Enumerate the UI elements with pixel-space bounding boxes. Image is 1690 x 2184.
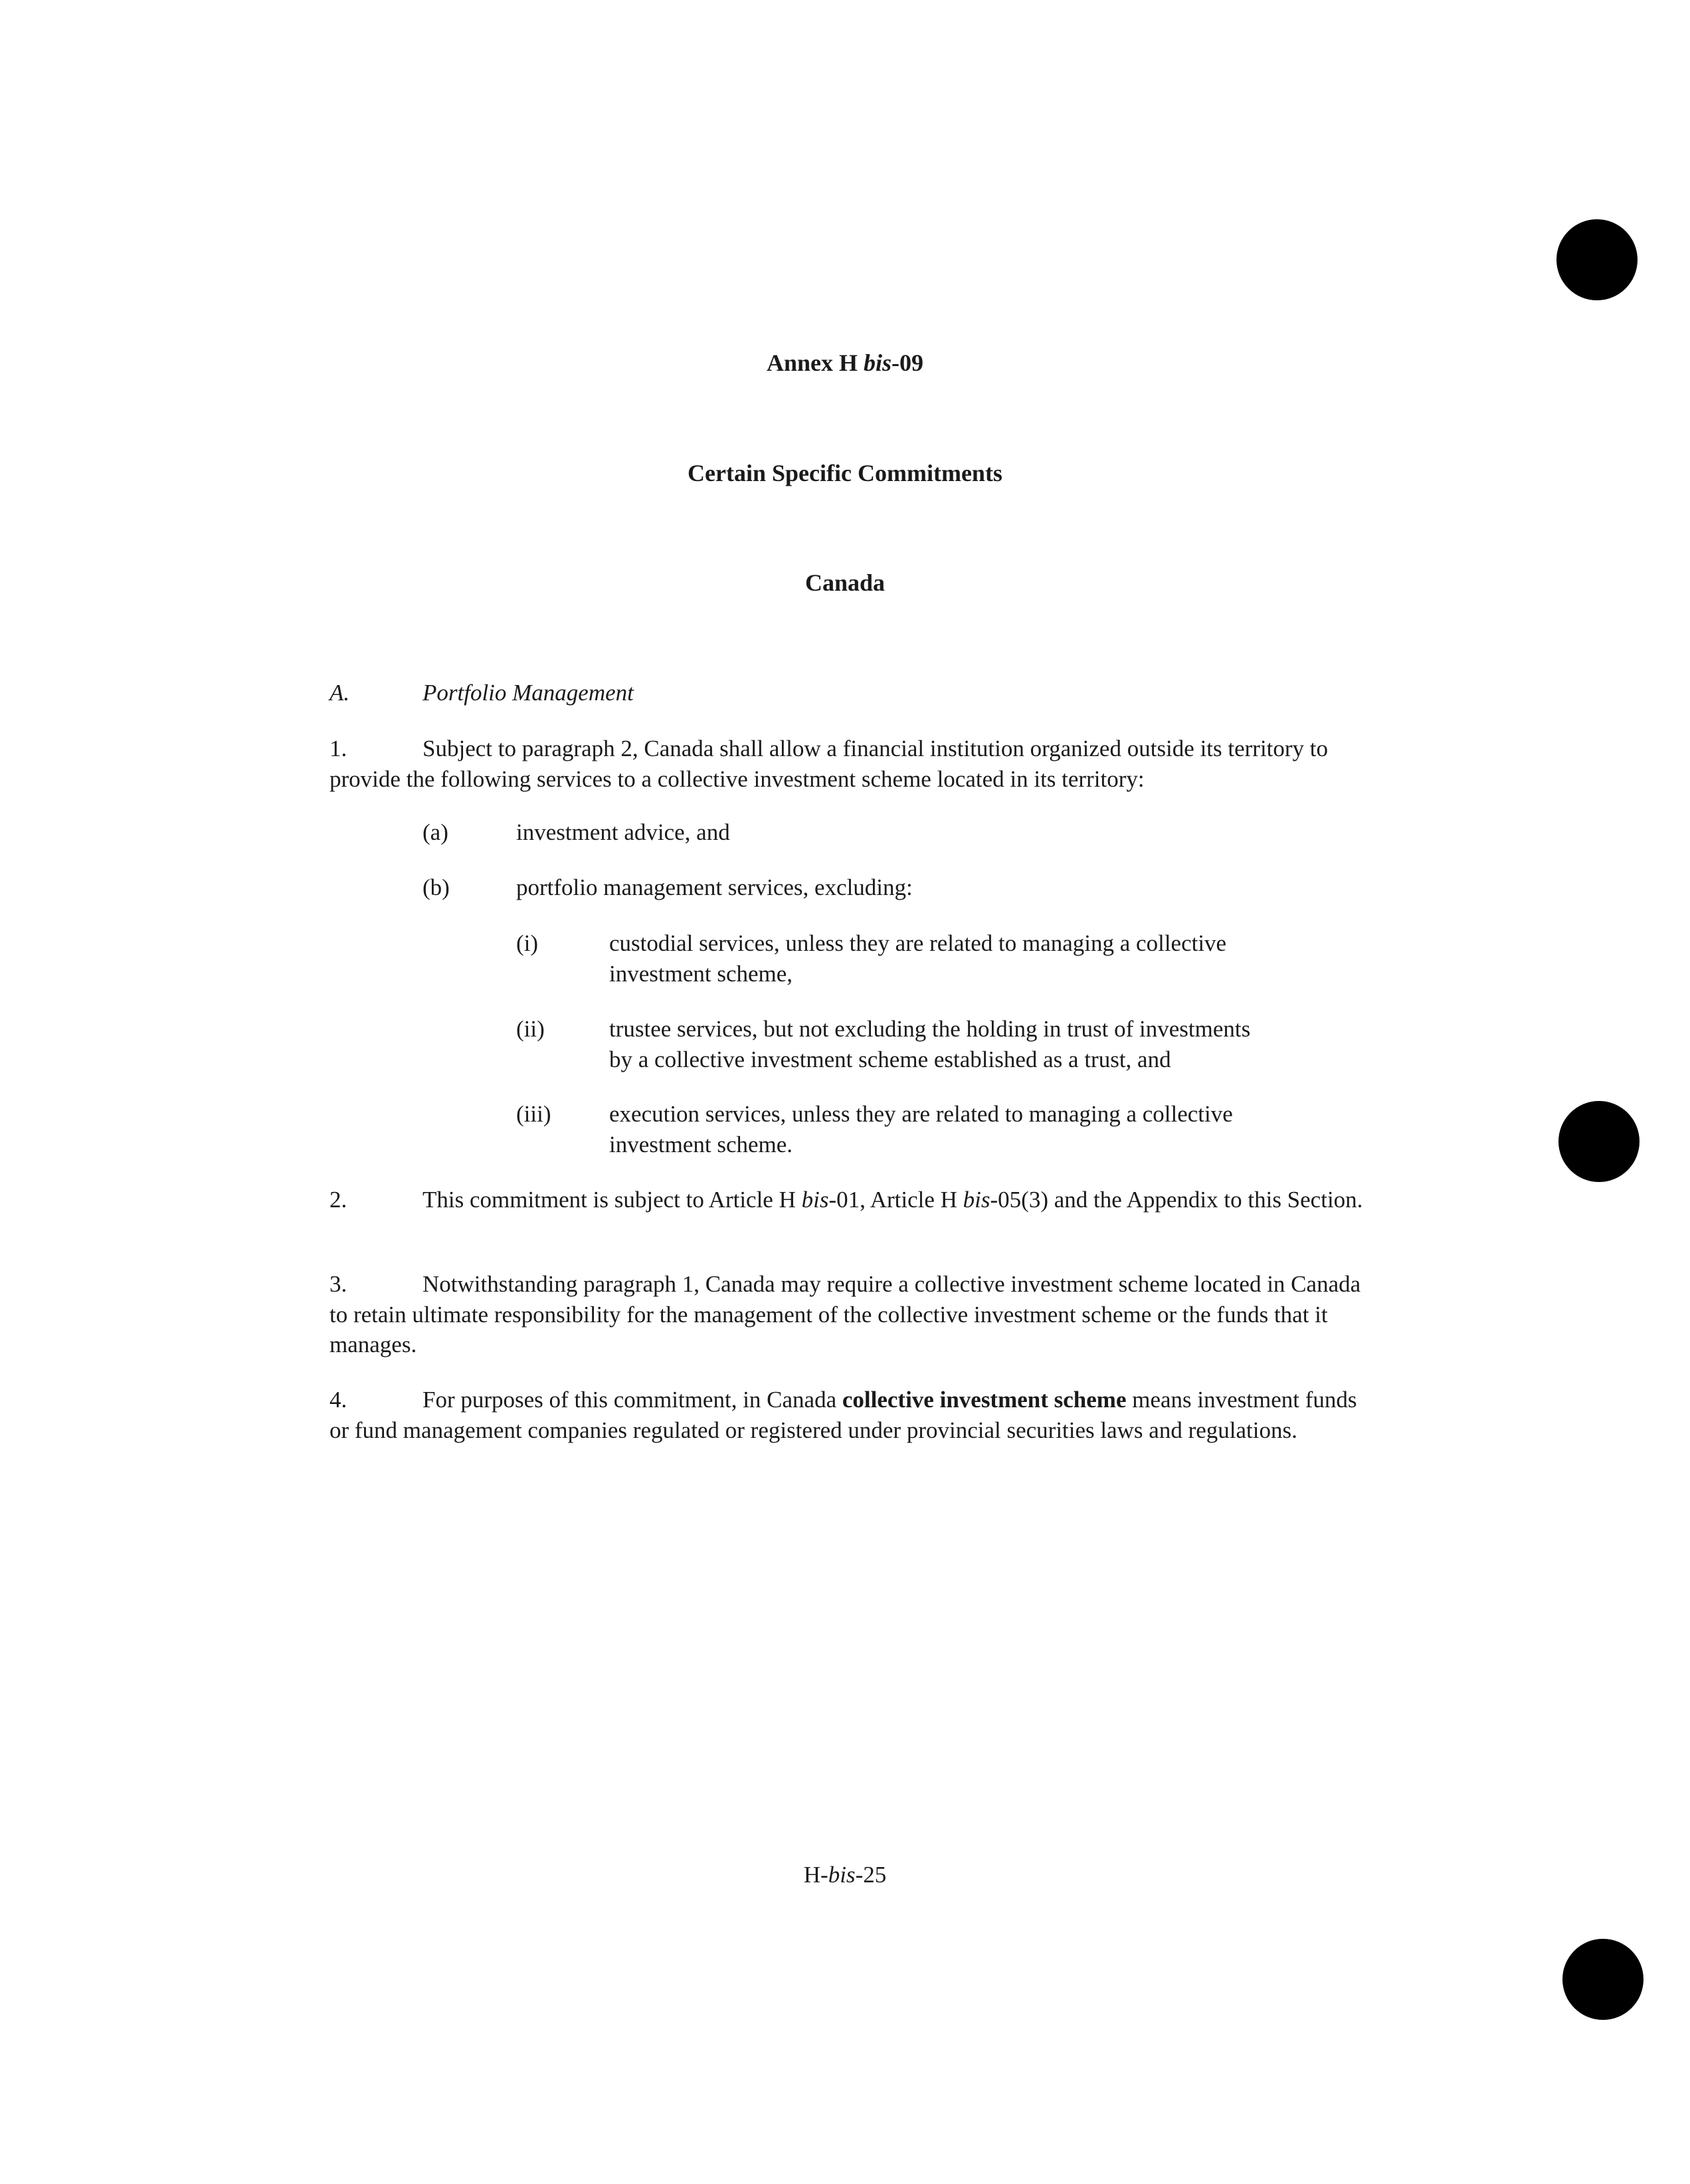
paragraph-3 (329, 1269, 1366, 1360)
country-heading: Canada (804, 569, 886, 596)
paragraph-text-part: -05(3) and the Appendix to this Section. (990, 1187, 1363, 1213)
page-number-suffix: -25 (855, 1862, 887, 1888)
section-title: Portfolio Management (423, 680, 634, 706)
page-number (0, 1860, 1690, 1890)
page-number-prefix: H- (803, 1862, 828, 1888)
paragraph-text-part: means investment funds or fund management companies regulated or registered under provincial securities laws and regulations. (329, 1387, 1357, 1443)
subitem-ii-line2: by a collective investment scheme established as a trust, and (609, 1046, 1171, 1072)
document-title: Certain Specific Commitments (688, 460, 1002, 486)
subitem-iii-line1: execution services, unless they are related to managing a collective (609, 1101, 1233, 1127)
subitem-ii-label: (ii) (516, 1016, 545, 1042)
item-b-label: (b) (423, 874, 450, 900)
item-a-text: investment advice, and (516, 819, 730, 845)
subitem-iii-line2: investment scheme. (609, 1131, 793, 1157)
paragraph-text-part: For purposes of this commitment, in Canada (423, 1387, 842, 1413)
paragraph-italic-bis: bis (963, 1187, 990, 1213)
paragraph-italic-bis: bis (801, 1187, 829, 1213)
page-number-bis: bis (828, 1862, 856, 1888)
subitem-i-line2: investment scheme, (609, 960, 793, 987)
subitem-ii-text (609, 1014, 1250, 1074)
defined-term: collective investment scheme (842, 1387, 1127, 1413)
annex-heading (0, 348, 1690, 377)
annex-prefix: Annex H (766, 349, 864, 376)
paragraph-number: 2. (329, 1187, 347, 1213)
punch-hole-middle (1558, 1101, 1640, 1182)
paragraph-4 (329, 1385, 1366, 1445)
punch-hole-bottom (1562, 1939, 1643, 2020)
section-heading (329, 678, 1366, 708)
annex-bis: bis (864, 349, 892, 376)
section-letter: A. (329, 680, 350, 706)
subitem-i-label: (i) (516, 930, 539, 956)
punch-hole-top (1556, 219, 1638, 300)
subitem-ii-line1: trustee services, but not excluding the holding in trust of investments (609, 1016, 1251, 1042)
subitem-iii-text (609, 1099, 1233, 1159)
subitem-iii-label: (iii) (516, 1101, 551, 1127)
paragraph-text: Notwithstanding paragraph 1, Canada may require a collective investment scheme located in Canada to retain ultimate responsibility for the management of the collective investment scheme or the funds that it manages. (329, 1271, 1361, 1357)
item-b-text: portfolio management services, excluding: (516, 874, 913, 900)
paragraph-number: 1. (329, 736, 347, 761)
item-a-label: (a) (423, 819, 448, 845)
paragraph-1 (329, 734, 1366, 794)
paragraph-number: 3. (329, 1271, 347, 1297)
paragraph-text-part: -01, Article H (828, 1187, 963, 1213)
subitem-i-line1: custodial services, unless they are related to managing a collective (609, 930, 1227, 956)
subitem-i-text (609, 928, 1226, 989)
paragraph-text: Subject to paragraph 2, Canada shall allow a financial institution organized outside its territory to provide the following services to a collective investment scheme located in its territory: (329, 736, 1329, 792)
paragraph-number: 4. (329, 1387, 347, 1413)
paragraph-text-part: This commitment is subject to Article H (423, 1187, 802, 1213)
annex-suffix: -09 (892, 349, 924, 376)
paragraph-2 (329, 1185, 1366, 1215)
